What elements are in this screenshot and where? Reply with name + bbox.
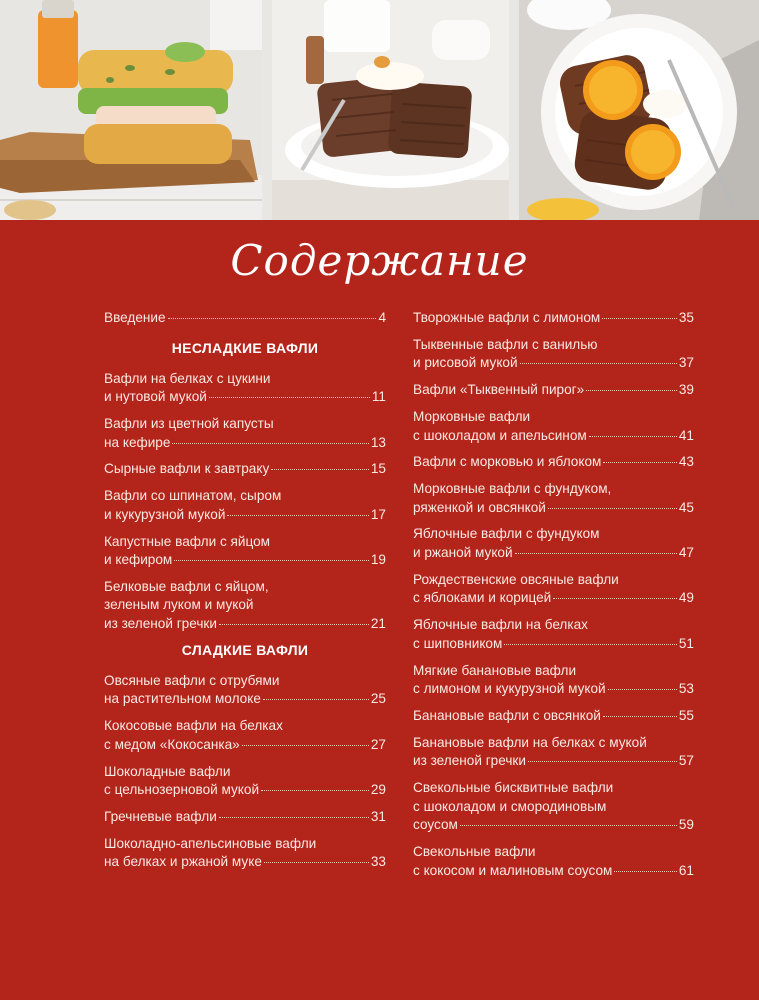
dot-leader: [553, 598, 677, 599]
toc-entry-title-line: Свекольные вафли: [413, 844, 536, 860]
dot-leader: [264, 862, 369, 863]
toc-page-number: 43: [678, 454, 694, 470]
toc-entry-title-line: Морковные вафли: [413, 408, 531, 424]
toc-entry-title-line: Вафли из цветной капусты: [104, 415, 274, 431]
toc-page-number: 61: [678, 862, 694, 878]
toc-page-number: 11: [371, 389, 386, 405]
toc-entry-title-line: и рисовой мукой: [413, 355, 518, 371]
toc-left-column: [104, 309, 386, 880]
dot-leader: [261, 790, 369, 791]
dot-leader: [528, 761, 677, 762]
photo-strip: [0, 0, 759, 220]
toc-entry[interactable]: [104, 415, 386, 452]
toc-entry-title-line: из зеленой гречки: [104, 616, 217, 632]
toc-entry-title-line: с яблоками и корицей: [413, 590, 552, 606]
dot-leader: [504, 644, 677, 645]
savory-waffle-sandwich-photo: [0, 0, 262, 220]
toc-page-number: 15: [370, 461, 386, 477]
toc-page-number: 31: [370, 808, 386, 824]
toc-entry-title-line: и кукурузной мукой: [104, 506, 226, 522]
dot-leader: [174, 560, 369, 561]
toc-entry-title-line: Кокосовые вафли на белках: [104, 718, 283, 734]
toc-page-number: 21: [370, 616, 386, 632]
toc-entry-title-line: Введение: [104, 310, 166, 325]
dot-leader: [242, 745, 369, 746]
toc-right-column: [413, 309, 694, 888]
toc-entry[interactable]: [413, 616, 694, 653]
dot-leader: [263, 699, 369, 700]
toc-entry-title-line: и кефиром: [104, 552, 173, 568]
toc-entry-title-line: и нутовой мукой: [104, 389, 207, 405]
toc-entry-title-line: с цельнозерновой мукой: [104, 782, 260, 798]
toc-entry[interactable]: [413, 707, 694, 726]
toc-entry[interactable]: [413, 525, 694, 562]
toc-page-number: 57: [678, 753, 694, 769]
dot-leader: [602, 318, 677, 319]
dot-leader: [219, 817, 369, 818]
toc-page-number: 49: [678, 590, 694, 606]
toc-entry-title-line: с шоколадом и смородиновым: [413, 798, 607, 814]
dot-leader: [168, 318, 377, 319]
toc-page-number: 41: [678, 427, 694, 443]
toc-entry-title-line: Белковые вафли с яйцом,: [104, 578, 269, 594]
toc-entry-title-line: Вафли на белках с цукини: [104, 370, 271, 386]
toc-entry[interactable]: [104, 672, 386, 709]
toc-entry[interactable]: [104, 370, 386, 407]
toc-entry-title-line: Яблочные вафли на белках: [413, 617, 588, 633]
toc-entry-title-line: Вафли «Тыквенный пирог»: [413, 382, 585, 398]
toc-entry[interactable]: [104, 717, 386, 754]
toc-entry-title-line: Банановые вафли с овсянкой: [413, 707, 601, 723]
toc-entry[interactable]: [104, 460, 386, 479]
toc-entry[interactable]: [413, 843, 694, 880]
toc-entry[interactable]: [413, 453, 694, 472]
toc-page-number: 55: [678, 707, 694, 723]
toc-page-number: 45: [678, 499, 694, 515]
toc-entry[interactable]: [413, 381, 694, 400]
dot-leader: [589, 436, 677, 437]
toc-entry-title-line: с кокосом и малиновым соусом: [413, 862, 613, 878]
dot-leader: [520, 363, 677, 364]
waffles-with-orange-slices-photo: [519, 0, 759, 220]
toc-entry[interactable]: [413, 779, 694, 835]
dot-leader: [608, 689, 677, 690]
dot-leader: [603, 716, 677, 717]
toc-page-number: 39: [678, 382, 694, 398]
toc-entry-title-line: с шоколадом и апельсином: [413, 427, 587, 443]
dot-leader: [460, 825, 677, 826]
toc-entry-title-line: с лимоном и кукурузной мукой: [413, 681, 606, 697]
toc-entry-title-line: Морковные вафли с фундуком,: [413, 481, 612, 497]
toc-entry-title-line: с шиповником: [413, 635, 503, 651]
toc-entry-title-line: Капустные вафли с яйцом: [104, 533, 271, 549]
toc-page-number: 53: [678, 681, 694, 697]
toc-entry[interactable]: [104, 763, 386, 800]
toc-page-number: 25: [370, 691, 386, 707]
toc-entry-title-line: Шоколадные вафли: [104, 763, 231, 779]
toc-page-number: 17: [370, 506, 386, 522]
toc-entry-title-line: на кефире: [104, 434, 171, 450]
dot-leader: [172, 443, 368, 444]
toc-entry-title-line: Сырные вафли к завтраку: [104, 461, 270, 477]
chocolate-waffles-with-cream-photo: [272, 0, 509, 220]
toc-entry-title-line: Гречневые вафли: [104, 808, 217, 824]
dot-leader: [209, 397, 370, 398]
toc-entry-title-line: Свекольные бисквитные вафли: [413, 780, 614, 796]
toc-page-number: 33: [370, 854, 386, 870]
toc-entry[interactable]: [104, 578, 386, 634]
toc-entry-title-line: Творожные вафли с лимоном: [413, 310, 601, 325]
toc-entry-title-line: на растительном молоке: [104, 691, 261, 707]
toc-entry-title-line: с медом «Кокосанка»: [104, 736, 240, 752]
toc-entry[interactable]: [413, 571, 694, 608]
toc-entry-title-line: Овсяные вафли с отрубями: [104, 672, 280, 688]
toc-page-number: 27: [370, 736, 386, 752]
toc-entry[interactable]: [413, 734, 694, 771]
toc-page-number: 51: [678, 635, 694, 651]
toc-entry-title-line: Тыквенные вафли с ванилью: [413, 336, 598, 352]
toc-entry-title-line: и ржаной мукой: [413, 545, 513, 561]
toc-entry-title-line: Банановые вафли на белках с мукой: [413, 734, 647, 750]
toc-entry[interactable]: [413, 408, 694, 445]
toc-entry[interactable]: [104, 487, 386, 524]
dot-leader: [548, 508, 677, 509]
toc-page-number: 35: [678, 310, 694, 325]
toc-section-heading: СЛАДКИЕ ВАФЛИ: [181, 641, 309, 658]
toc-entry-title-line: Мягкие банановые вафли: [413, 662, 577, 678]
toc-entry[interactable]: [104, 808, 386, 827]
toc-entry-title-line: ряженкой и овсянкой: [413, 499, 546, 515]
dot-leader: [219, 624, 369, 625]
toc-entry-title-line: Рождественские овсяные вафли: [413, 571, 619, 587]
toc-entry-title-line: Яблочные вафли с фундуком: [413, 526, 600, 542]
toc-entry[interactable]: [104, 835, 386, 872]
toc-page-number: 47: [678, 545, 694, 561]
dot-leader: [614, 871, 677, 872]
toc-section-heading: НЕСЛАДКИЕ ВАФЛИ: [171, 339, 319, 356]
toc-entry[interactable]: [104, 309, 386, 328]
dot-leader: [227, 515, 368, 516]
dot-leader: [586, 390, 677, 391]
toc-page-number: 37: [678, 355, 694, 371]
toc-page-number: 19: [370, 552, 386, 568]
toc-entry-title-line: соусом: [413, 817, 458, 833]
toc-entry[interactable]: [413, 309, 694, 328]
toc-page-number: 4: [378, 310, 386, 325]
dot-leader: [515, 553, 677, 554]
toc-entry[interactable]: [104, 533, 386, 570]
toc-entry-title-line: зеленым луком и мукой: [104, 597, 254, 613]
toc-entry-title-line: Шоколадно-апельсиновые вафли: [104, 835, 317, 851]
toc-page-number: 29: [370, 782, 386, 798]
toc-entry-title-line: Вафли с морковью и яблоком: [413, 454, 602, 470]
toc-entry-title-line: на белках и ржаной муке: [104, 854, 262, 870]
dot-leader: [603, 462, 677, 463]
dot-leader: [271, 469, 369, 470]
toc-entry-title-line: Вафли со шпинатом, сыром: [104, 488, 282, 504]
toc-entry[interactable]: [413, 480, 694, 517]
toc-entry-title-line: из зеленой гречки: [413, 753, 526, 769]
toc-page-number: 13: [370, 434, 386, 450]
toc-entry[interactable]: [413, 336, 694, 373]
page-title: Содержание: [230, 236, 529, 285]
toc-entry[interactable]: [413, 662, 694, 699]
toc-page-number: 59: [678, 817, 694, 833]
